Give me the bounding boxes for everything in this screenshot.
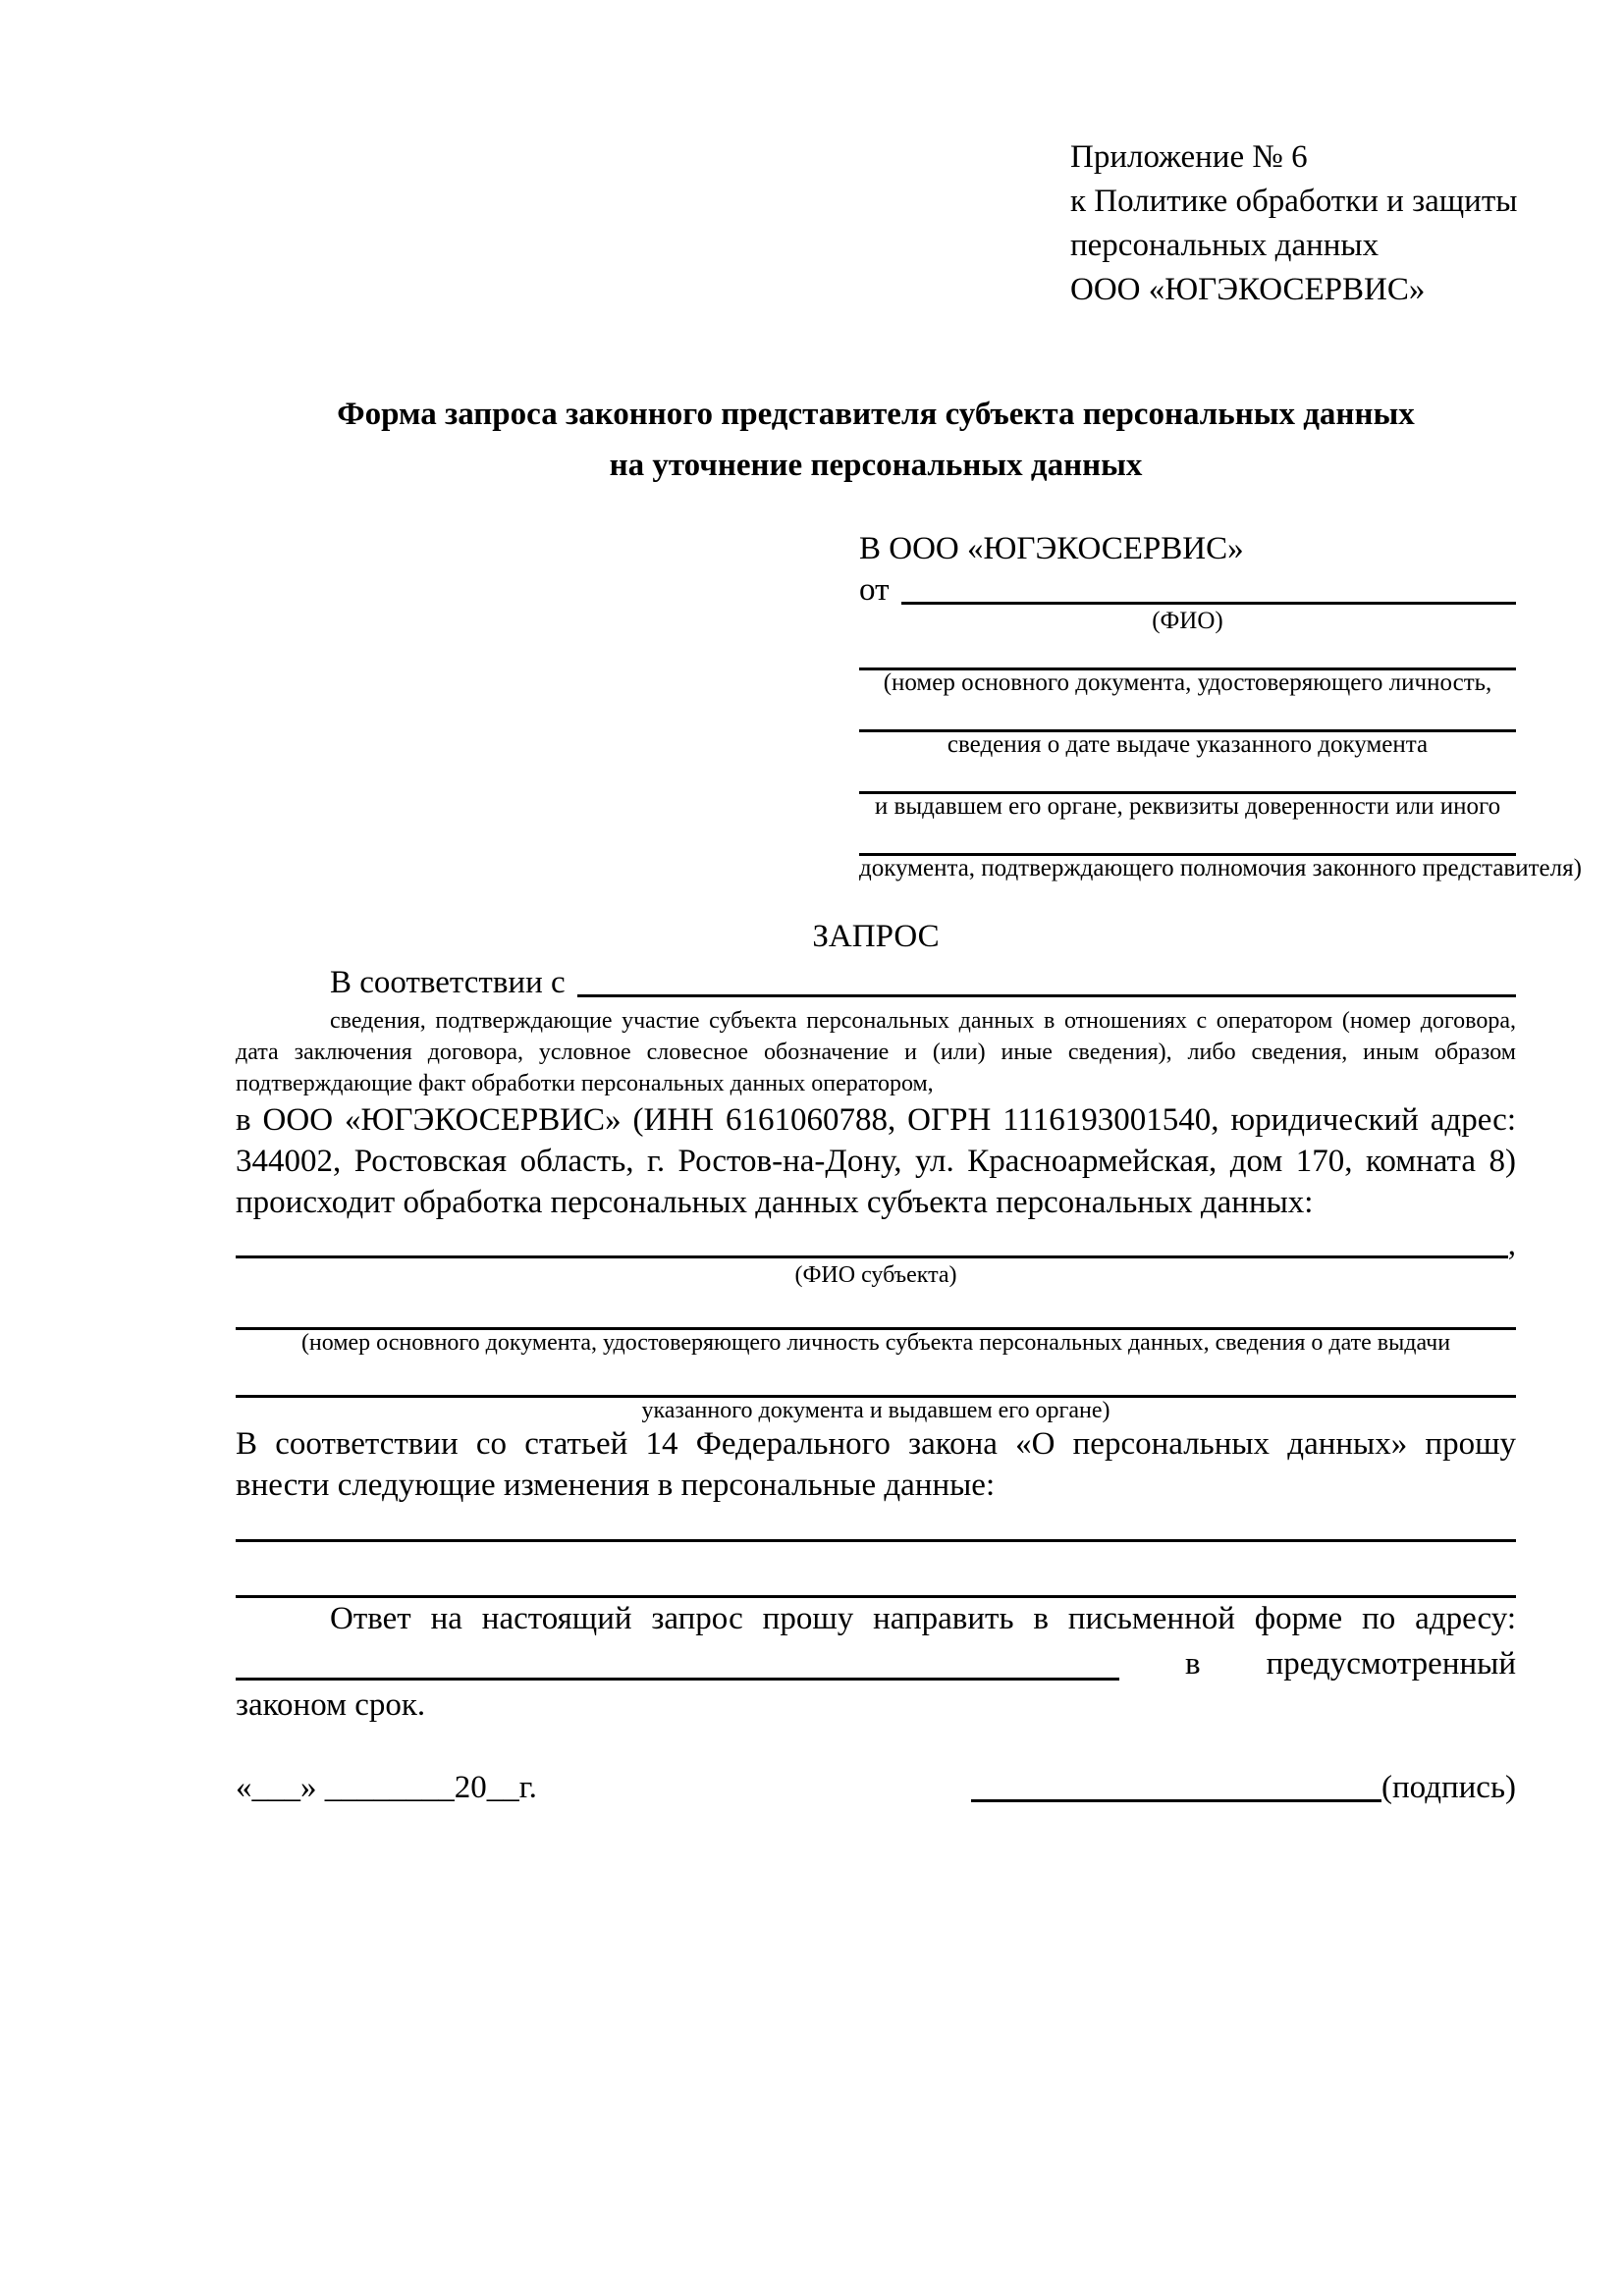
answer-closing: законом срок. <box>236 1687 426 1723</box>
appendix-header-line-2: к Политике обработки и защиты <box>1070 184 1518 219</box>
appendix-header-line-3: персональных данных <box>1070 228 1380 263</box>
subject-fio-caption: (ФИО субъекта) <box>794 1262 957 1288</box>
subject-fio-row <box>236 1223 1516 1262</box>
appendix-header-line-4: ООО «ЮГЭКОСЕРВИС» <box>1070 272 1426 307</box>
fio-caption: (ФИО) <box>1152 608 1223 634</box>
answer-address-row <box>236 1639 1516 1684</box>
document-title-line-2: на уточнение персональных данных <box>609 448 1143 483</box>
basis-blank-line <box>577 993 1516 997</box>
subject-doc-caption-2: указанного документа и выдавшем его органе) <box>641 1398 1110 1423</box>
signature-blank-line <box>971 1798 1381 1802</box>
document-title <box>236 389 1516 491</box>
basis-prefix: В соответствии с <box>330 965 566 1000</box>
answer-paragraph: Ответ на настоящий запрос прошу направить в письменной форме по адресу: <box>330 1601 1516 1636</box>
signature-group <box>971 1767 1516 1808</box>
answer-word-v: в <box>1185 1646 1201 1682</box>
changes-blank-line-2 <box>236 1542 1516 1598</box>
address-blank-line <box>236 1677 1119 1681</box>
answer-word-predusmotrenny: предусмотренный <box>1266 1646 1516 1682</box>
identity-doc-caption-2: сведения о дате выдаче указанного документа <box>947 731 1429 758</box>
subject-doc-caption-1: (номер основного документа, удостоверяющего личность субъекта персональных данных, сведения о дате выдачи <box>300 1330 1451 1356</box>
changes-blank-line-1 <box>236 1506 1516 1542</box>
from-label: от <box>859 572 890 608</box>
identity-doc-blank-line-2 <box>859 696 1516 732</box>
identity-doc-blank-line-1 <box>859 634 1516 670</box>
subject-doc-blank-line-1 <box>236 1288 1516 1330</box>
identity-doc-blank-line-3 <box>859 758 1516 794</box>
request-heading: ЗАПРОС <box>812 919 940 954</box>
identity-doc-caption-3: и выдавшем его органе, реквизиты доверенности или иного <box>874 793 1501 820</box>
basis-row <box>236 958 1516 1001</box>
addressee-organization: В ООО «ЮГЭКОСЕРВИС» <box>859 531 1244 566</box>
addressee-block <box>859 528 1582 881</box>
identity-doc-caption-4: документа, подтверждающего полномочия законного представителя) <box>859 855 1582 881</box>
date-line: «___» ________20__г. <box>236 1770 537 1805</box>
subject-fio-blank-line <box>236 1255 1508 1258</box>
trailing-comma: , <box>1507 1227 1516 1262</box>
fio-blank-line <box>901 601 1517 605</box>
identity-doc-blank-line-4 <box>859 820 1516 856</box>
appendix-header <box>1070 135 1516 312</box>
document-title-line-1: Форма запроса законного представителя субъекта персональных данных <box>337 397 1415 432</box>
from-row <box>859 569 1516 609</box>
signature-row <box>236 1765 1516 1808</box>
law-paragraph: В соответствии со статьей 14 Федерального закона «О персональных данных» прошу внести следующие изменения в персональные данные: <box>236 1426 1516 1503</box>
signature-caption: (подпись) <box>1381 1770 1516 1805</box>
identity-doc-caption-1: (номер основного документа, удостоверяющего личность, <box>883 669 1492 696</box>
appendix-header-line-1: Приложение № 6 <box>1070 139 1308 175</box>
footnote-text: сведения, подтверждающие участие субъекта персональных данных в отношениях с оператором (номер договора, дата заключения договора, условное словесное обозначение и (или) иные сведения), либо сведения, иным образом подтверждающие факт обработки персональных данных оператором, <box>236 1008 1516 1096</box>
subject-doc-blank-line-2 <box>236 1356 1516 1398</box>
operator-paragraph: в ООО «ЮГЭКОСЕРВИС» (ИНН 6161060788, ОГРН 1116193001540, юридический адрес: 344002, Ростовская область, г. Ростов-на-Дону, ул. Красноармейская, дом 170, комната 8) происходит обработка персональных данных субъекта персональных данных: <box>236 1102 1516 1220</box>
